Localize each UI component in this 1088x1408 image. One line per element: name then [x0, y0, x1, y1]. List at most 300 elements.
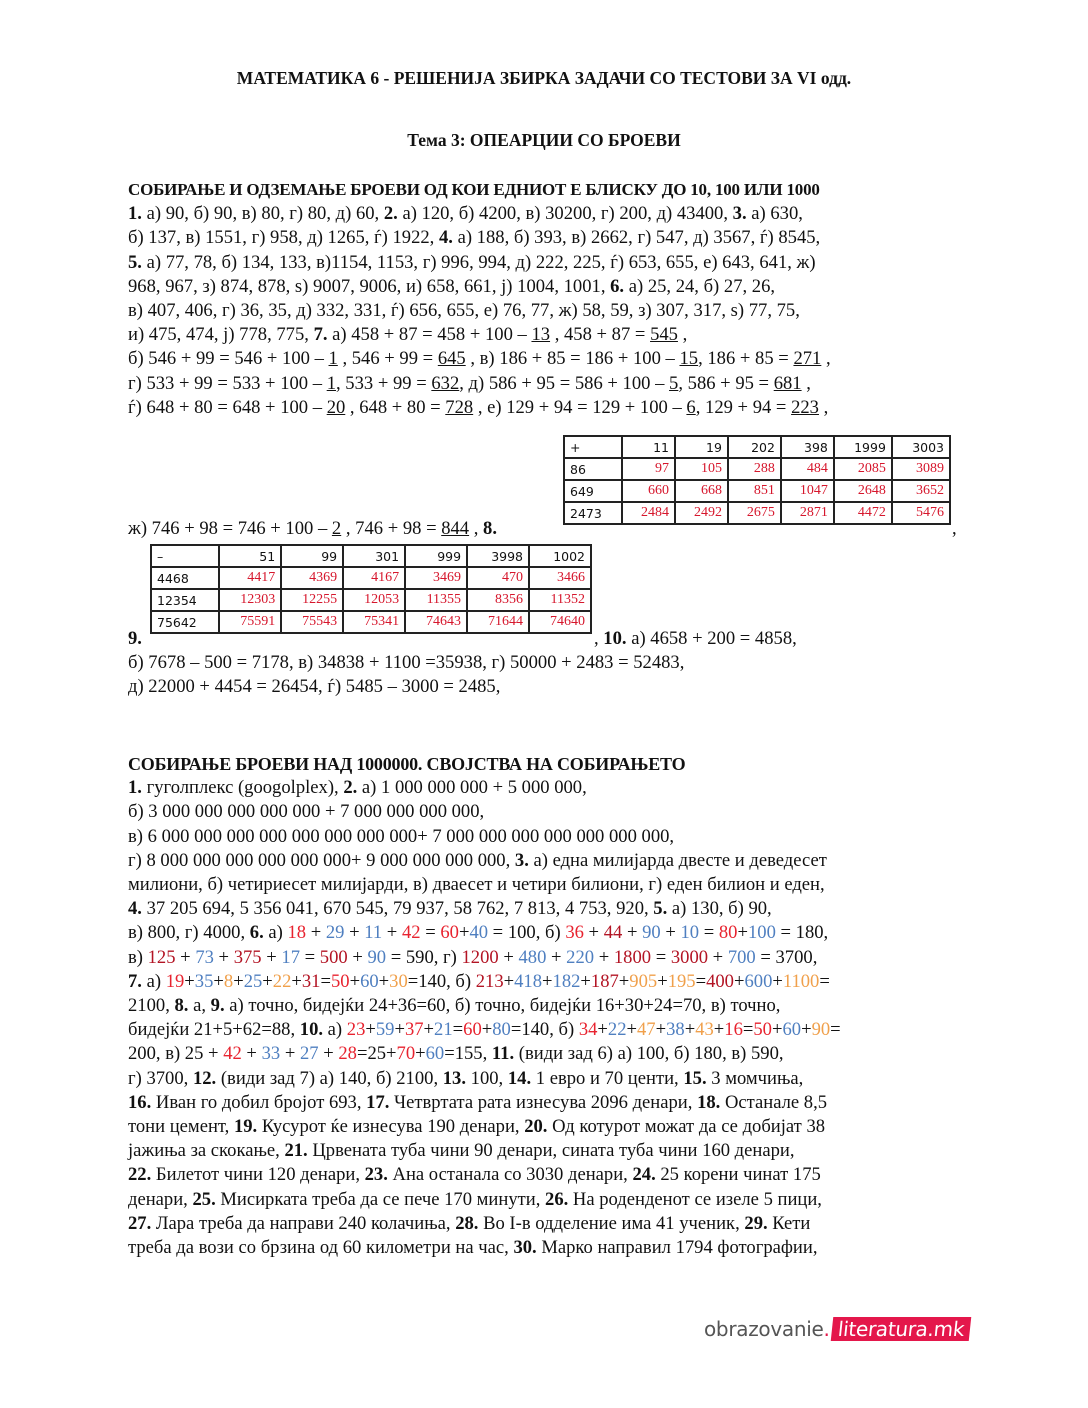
text-segment: =	[742, 1019, 754, 1041]
section-2-heading: СОБИРАЊЕ БРОЕВИ НАД 1000000. СВОЈСТВА НА СОБИРАЊЕТО	[128, 754, 686, 774]
line-zh-text	[128, 517, 958, 541]
colored-number: 43	[695, 1019, 714, 1041]
text-segment: =	[299, 946, 320, 968]
column-header: 51	[219, 545, 281, 567]
text-segment: а)	[141, 970, 166, 992]
colored-number: 60	[463, 1019, 482, 1041]
text-segment: 968, 967, з) 874, 878, ѕ) 9007, 9006, и) 658, 661, ј) 1004, 1001,	[128, 275, 611, 297]
text-segment: +	[733, 970, 745, 992]
text-line	[128, 1115, 958, 1139]
text-segment: +	[655, 1019, 667, 1041]
text-segment: +	[713, 1019, 725, 1041]
result-cell: 12255	[281, 589, 343, 611]
text-segment: треба да вози со брзина од 60 километри на час,	[128, 1237, 514, 1259]
table-9-subtraction	[150, 544, 592, 634]
text-segment: , 533 + 99 =	[335, 372, 432, 394]
section-1-tail	[128, 651, 958, 699]
colored-number: 60	[782, 1019, 802, 1041]
colored-number: 16	[724, 1019, 743, 1041]
column-header: 19	[675, 436, 728, 458]
text-segment: а) точно, бидејќи 24+36=60, б) точно, бидејќи 16+30+24=70, в) точно,	[224, 995, 781, 1017]
text-segment: Останале 8,5	[720, 1091, 828, 1113]
text-segment: +	[261, 946, 282, 968]
answer-blank: 20	[326, 396, 346, 418]
column-header: 3003	[892, 436, 950, 458]
text-segment: а)	[263, 922, 288, 944]
text-segment: 2100,	[128, 995, 175, 1017]
text-line	[128, 1163, 958, 1187]
result-cell: 4472	[834, 502, 892, 524]
task-number: 21.	[284, 1140, 308, 1162]
result-cell: 12303	[219, 589, 281, 611]
text-segment: ,	[821, 348, 831, 370]
colored-number: 25	[243, 970, 263, 992]
colored-number: 195	[667, 970, 696, 992]
text-segment: Ана останала со 3030 денари,	[387, 1164, 633, 1186]
text-segment: ѓ) 648 + 80 = 648 + 100 –	[128, 396, 327, 418]
text-segment: Од котурот можат да се добијат 38	[547, 1116, 826, 1138]
result-cell: 668	[675, 480, 728, 502]
result-cell: 74643	[405, 611, 467, 633]
text-segment: +	[241, 1043, 262, 1065]
text-segment: +	[382, 922, 402, 944]
text-segment: +	[291, 970, 302, 992]
row-header: 75642	[151, 611, 219, 633]
text-segment: +	[771, 1019, 783, 1041]
text-segment: Кусурот ќе изнесува 190 денари,	[257, 1116, 525, 1138]
text-segment: =	[830, 1019, 841, 1041]
task-number: 29.	[744, 1212, 768, 1234]
text-segment: +	[318, 1043, 339, 1065]
text-segment: 3 момчиња,	[706, 1067, 804, 1089]
text-segment: а) 4658 + 200 = 4858,	[626, 628, 797, 649]
colored-number: 375	[233, 946, 262, 968]
text-segment: +	[423, 1019, 435, 1041]
line-zh	[128, 517, 958, 541]
task-number: 6.	[610, 275, 625, 297]
task-number: 12.	[192, 1067, 217, 1089]
text-segment: =	[695, 970, 707, 992]
text-line	[128, 651, 958, 675]
colored-number: 50	[330, 970, 350, 992]
text-segment: =	[320, 970, 331, 992]
column-header: 11	[622, 436, 675, 458]
result-cell: 105	[675, 458, 728, 480]
result-cell: 12053	[343, 589, 405, 611]
answer-blank: 632	[431, 372, 460, 394]
operation-cell: –	[151, 545, 219, 567]
text-line	[128, 970, 958, 994]
text-segment: =	[420, 922, 441, 944]
table-8-addition	[563, 435, 951, 525]
text-segment: в) 6 000 000 000 000 000 000 000 000+ 7 000 000 000 000 000 000 000,	[128, 825, 675, 847]
text-segment: в) 800, г) 4000,	[128, 922, 250, 944]
task-number: 8.	[483, 518, 497, 539]
text-segment: +	[660, 922, 681, 944]
text-segment: +	[262, 970, 273, 992]
result-cell: 74640	[529, 611, 591, 633]
text-segment: 25 корени чинат 175	[655, 1164, 821, 1186]
text-segment: +	[378, 970, 390, 992]
colored-number: 60	[440, 922, 459, 944]
table-header-row	[151, 545, 591, 567]
task-number: 8.	[174, 995, 189, 1017]
result-cell: 2492	[675, 502, 728, 524]
text-segment: в)	[128, 946, 148, 968]
colored-number: 22	[272, 970, 292, 992]
text-segment: а) една милијарда двесте и деведесет	[528, 849, 827, 871]
logo-badge: literatura.mk	[831, 1317, 972, 1341]
text-line	[128, 372, 958, 396]
text-segment: ,	[469, 518, 484, 539]
text-segment: г) 3700,	[128, 1067, 193, 1089]
text-line	[128, 1091, 958, 1115]
text-segment: +	[175, 946, 196, 968]
result-cell: 2675	[728, 502, 781, 524]
answer-blank: 5	[669, 372, 679, 394]
text-line	[128, 825, 958, 849]
colored-number: 125	[147, 946, 176, 968]
task-number: 24.	[632, 1164, 656, 1186]
text-segment: Во I-в одделение има 41 ученик,	[478, 1212, 745, 1234]
colored-number: 42	[401, 922, 421, 944]
table-header-row	[564, 436, 950, 458]
colored-number: 10	[680, 922, 700, 944]
text-segment: 100,	[466, 1067, 508, 1089]
text-segment: +	[503, 970, 515, 992]
colored-number: 1200	[461, 946, 499, 968]
text-segment: а) 458 + 87 = 458 + 100 –	[327, 324, 532, 346]
colored-number: 19	[165, 970, 185, 992]
row-header: 2473	[564, 502, 622, 524]
text-segment: , 586 + 95 =	[678, 372, 774, 394]
colored-number: 90	[642, 922, 661, 944]
text-segment: ,	[594, 628, 604, 649]
text-line	[128, 226, 958, 250]
colored-number: 21	[434, 1019, 453, 1041]
task-number: 4.	[438, 227, 453, 249]
colored-number: 60	[425, 1043, 445, 1065]
result-cell: 75341	[343, 611, 405, 633]
result-cell: 1047	[781, 480, 834, 502]
text-segment: +	[184, 970, 195, 992]
colored-number: 3000	[670, 946, 709, 968]
task-number: 6.	[249, 922, 264, 944]
colored-number: 700	[727, 946, 756, 968]
colored-number: 182	[552, 970, 581, 992]
text-segment: Црвената туба чини 90 денари, сината туба чини 160 денари,	[307, 1140, 795, 1162]
text-segment: денари,	[128, 1188, 193, 1210]
text-segment: +	[458, 922, 470, 944]
text-segment: а,	[188, 995, 211, 1017]
colored-number: 11	[364, 922, 383, 944]
task-number: 9.	[210, 995, 225, 1017]
text-segment: 1 евро и 70 центи,	[531, 1067, 684, 1089]
text-segment: +	[801, 1019, 812, 1041]
colored-number: 418	[514, 970, 543, 992]
text-segment: +	[546, 946, 567, 968]
task-number: 1.	[128, 777, 142, 799]
text-segment: Иван го добил бројот 693,	[151, 1091, 367, 1113]
text-segment: =25+	[356, 1043, 397, 1065]
operation-cell: +	[564, 436, 622, 458]
column-header: 301	[343, 545, 405, 567]
result-cell: 75543	[281, 611, 343, 633]
section-1-tail-lines	[128, 651, 958, 699]
row-header: 4468	[151, 567, 219, 589]
text-line	[128, 946, 958, 970]
text-segment: а) 1 000 000 000 + 5 000 000,	[357, 777, 587, 799]
text-segment: Билетот чини 120 денари,	[151, 1164, 365, 1186]
colored-number: 42	[223, 1043, 242, 1065]
colored-number: 40	[469, 922, 489, 944]
text-segment: 200, в) 25 +	[128, 1043, 224, 1065]
text-segment: а) 120, б) 4200, в) 30200, г) 200, д) 43400,	[397, 203, 733, 225]
colored-number: 400	[706, 970, 734, 992]
text-segment: ,	[677, 324, 688, 346]
result-cell: 3652	[892, 480, 950, 502]
text-segment: и) 475, 474, ј) 778, 775,	[128, 324, 314, 346]
row-header: 649	[564, 480, 622, 502]
task-number: 13.	[442, 1067, 466, 1089]
task-number: 18.	[697, 1091, 721, 1113]
text-line	[128, 1139, 958, 1163]
text-line	[128, 251, 958, 275]
table-row	[564, 458, 950, 480]
table-row	[151, 567, 591, 589]
answer-blank: 6	[686, 396, 696, 418]
result-cell: 4167	[343, 567, 405, 589]
text-line	[128, 396, 958, 420]
text-segment: +	[213, 946, 234, 968]
task-number: 14.	[507, 1067, 532, 1089]
text-segment: +	[280, 1043, 300, 1065]
task-number: 15.	[683, 1067, 707, 1089]
label-9-text: 9.	[128, 628, 142, 649]
text-line	[128, 347, 958, 371]
text-segment: ж) 746 + 98 = 746 + 100 –	[128, 518, 332, 539]
text-segment: +	[394, 1019, 405, 1041]
section-1-lines	[128, 202, 958, 420]
result-cell: 3466	[529, 567, 591, 589]
result-cell: 75591	[219, 611, 281, 633]
section-1-heading: СОБИРАЊЕ И ОДЗЕМАЊЕ БРОЕВИ ОД КОИ ЕДНИОТ Е БЛИСКУ ДО 10, 100 ИЛИ 1000	[128, 180, 820, 199]
text-segment: а) 25, 24, б) 27, 26,	[624, 275, 776, 297]
colored-number: 220	[566, 946, 595, 968]
colored-number: 59	[375, 1019, 395, 1041]
column-header: 99	[281, 545, 343, 567]
task-number: 17.	[366, 1091, 390, 1113]
text-segment: +	[542, 970, 553, 992]
colored-number: 23	[346, 1019, 366, 1041]
column-header: 3998	[467, 545, 529, 567]
text-segment: +	[594, 946, 614, 968]
task-number: 11.	[491, 1043, 515, 1065]
text-segment: +	[365, 1019, 376, 1041]
text-segment: +	[657, 970, 668, 992]
colored-number: 73	[195, 946, 214, 968]
text-segment: ,	[818, 396, 829, 418]
text-segment: +	[344, 922, 365, 944]
colored-number: 187	[590, 970, 619, 992]
section-1	[128, 178, 958, 420]
task-number: 23.	[364, 1164, 388, 1186]
text-segment: јажиња за скокање,	[128, 1140, 285, 1162]
result-cell: 97	[622, 458, 675, 480]
text-segment: б) 3 000 000 000 000 000 + 7 000 000 000 000,	[128, 801, 485, 823]
text-segment: +	[618, 970, 630, 992]
text-segment: = 3700,	[755, 946, 818, 968]
task-number: 7.	[313, 324, 328, 346]
result-cell: 470	[467, 567, 529, 589]
text-segment: , 186 + 85 =	[698, 348, 794, 370]
task-number: 16.	[128, 1091, 152, 1113]
text-segment: , 546 + 99 =	[337, 348, 438, 370]
text-line	[128, 800, 958, 824]
section-2	[128, 752, 958, 1260]
table-row	[151, 589, 591, 611]
answer-blank: 13	[531, 324, 551, 346]
text-segment: +	[580, 970, 591, 992]
table-row	[151, 611, 591, 633]
text-segment: д) 22000 + 4454 = 26454, ѓ) 5485 – 3000 = 2485,	[128, 676, 501, 698]
colored-number: 80	[492, 1019, 511, 1041]
row-header: 86	[564, 458, 622, 480]
column-header: 398	[781, 436, 834, 458]
text-segment: а) 130, б) 90,	[667, 898, 772, 920]
colored-number: 90	[811, 1019, 831, 1041]
colored-number: 36	[565, 922, 584, 944]
text-segment: +	[622, 922, 643, 944]
logo-dot: .	[823, 1317, 830, 1341]
text-segment: +	[737, 922, 748, 944]
result-cell: 4417	[219, 567, 281, 589]
task-number: 10.	[299, 1019, 324, 1041]
colored-number: 34	[578, 1019, 598, 1041]
text-segment: = 180,	[775, 922, 829, 944]
text-segment: б) 7678 – 500 = 7178, в) 34838 + 1100 =35938, г) 50000 + 2483 = 52483,	[128, 652, 685, 673]
text-segment: , 458 + 87 =	[550, 324, 651, 346]
answer-blank: 645	[437, 348, 466, 370]
result-cell: 2085	[834, 458, 892, 480]
text-segment: На роденденот се изеле 5 пици,	[568, 1188, 822, 1210]
text-segment: , 648 + 80 =	[345, 396, 446, 418]
task-number: 27.	[128, 1212, 152, 1234]
colored-number: 905	[629, 970, 658, 992]
task-number: 5.	[128, 251, 142, 273]
text-segment: +	[708, 946, 728, 968]
colored-number: 44	[603, 922, 623, 944]
colored-number: 70	[396, 1043, 416, 1065]
answer-blank: 681	[773, 372, 802, 394]
result-cell: 5476	[892, 502, 950, 524]
text-segment: =140, б)	[510, 1019, 579, 1041]
column-header: 999	[405, 545, 467, 567]
colored-number: 28	[338, 1043, 357, 1065]
answer-blank: 545	[650, 324, 678, 346]
text-segment: +	[233, 970, 244, 992]
colored-number: 480	[518, 946, 547, 968]
answer-blank: 2	[331, 518, 342, 539]
publisher-logo[interactable]	[704, 1317, 970, 1341]
colored-number: 47	[637, 1019, 656, 1041]
text-segment: в) 407, 406, г) 36, 35, д) 332, 331, ѓ) 656, 655, е) 76, 77, ж) 58, 59, з) 307, 317, ѕ) 77, 75,	[128, 300, 800, 322]
text-segment: , в) 186 + 85 = 186 + 100 –	[465, 348, 680, 370]
after-9-text	[594, 627, 974, 651]
text-segment: +	[415, 1043, 426, 1065]
task-number: 3.	[732, 203, 747, 225]
text-segment: а)	[323, 1019, 347, 1041]
colored-number: 30	[389, 970, 408, 992]
text-line	[128, 1236, 958, 1260]
task-number: 19.	[233, 1116, 258, 1138]
text-segment: а) 77, 78, б) 134, 133, в)1154, 1153, г) 996, 994, д) 222, 225, ѓ) 653, 655, е) 643, 641, ж)	[141, 251, 816, 273]
text-segment: =	[651, 946, 671, 968]
task-number: 5.	[653, 898, 668, 920]
table-8-comma: ,	[952, 518, 957, 539]
text-segment: +	[347, 946, 368, 968]
colored-number: 17	[281, 946, 300, 968]
colored-number: 500	[319, 946, 348, 968]
colored-number: 600	[744, 970, 773, 992]
text-segment: , е) 129 + 94 = 129 + 100 –	[473, 396, 687, 418]
text-line	[128, 1042, 958, 1066]
after-9	[594, 627, 974, 651]
task-number: 2.	[383, 203, 398, 225]
text-segment: +	[626, 1019, 637, 1041]
colored-number: 18	[287, 922, 307, 944]
answer-blank: 15	[679, 348, 699, 370]
colored-number: 29	[325, 922, 345, 944]
section-2-lines	[128, 776, 958, 1260]
text-segment: = 100, б)	[488, 922, 566, 944]
answer-blank: 728	[445, 396, 474, 418]
logo-left-text: obrazovanie	[704, 1317, 824, 1341]
text-segment: ,	[801, 372, 811, 394]
text-line	[128, 897, 958, 921]
colored-number: 1800	[613, 946, 652, 968]
text-segment: (види зад 6) а) 100, б) 180, в) 590,	[514, 1043, 784, 1065]
column-header: 1002	[529, 545, 591, 567]
text-segment: +	[498, 946, 519, 968]
task-number: 3.	[514, 849, 529, 871]
result-cell: 71644	[467, 611, 529, 633]
result-cell: 2484	[622, 502, 675, 524]
text-segment: милиони, б) четириесет милијарди, в) дваесет и четири билиони, г) еден билион и еден,	[128, 874, 825, 896]
text-segment: , 129 + 94 =	[695, 396, 792, 418]
text-segment: +	[349, 970, 361, 992]
text-segment: а) 630,	[746, 203, 803, 225]
task-number: 7.	[128, 970, 142, 992]
result-cell: 3089	[892, 458, 950, 480]
column-header: 1999	[834, 436, 892, 458]
text-line	[128, 299, 958, 323]
colored-number: 35	[194, 970, 214, 992]
text-segment: +	[597, 1019, 608, 1041]
text-segment: +	[772, 970, 783, 992]
text-segment: Лара треба да направи 240 колачиња,	[151, 1212, 456, 1234]
row-header: 12354	[151, 589, 219, 611]
text-segment: тони цемент,	[128, 1116, 234, 1138]
result-cell: 660	[622, 480, 675, 502]
result-cell: 851	[728, 480, 781, 502]
task-number: 2.	[343, 777, 358, 799]
text-segment: г) 533 + 99 = 533 + 100 –	[128, 372, 327, 394]
colored-number: 100	[747, 922, 776, 944]
result-cell: 2871	[781, 502, 834, 524]
text-line	[128, 1212, 958, 1236]
text-segment: =	[452, 1019, 464, 1041]
